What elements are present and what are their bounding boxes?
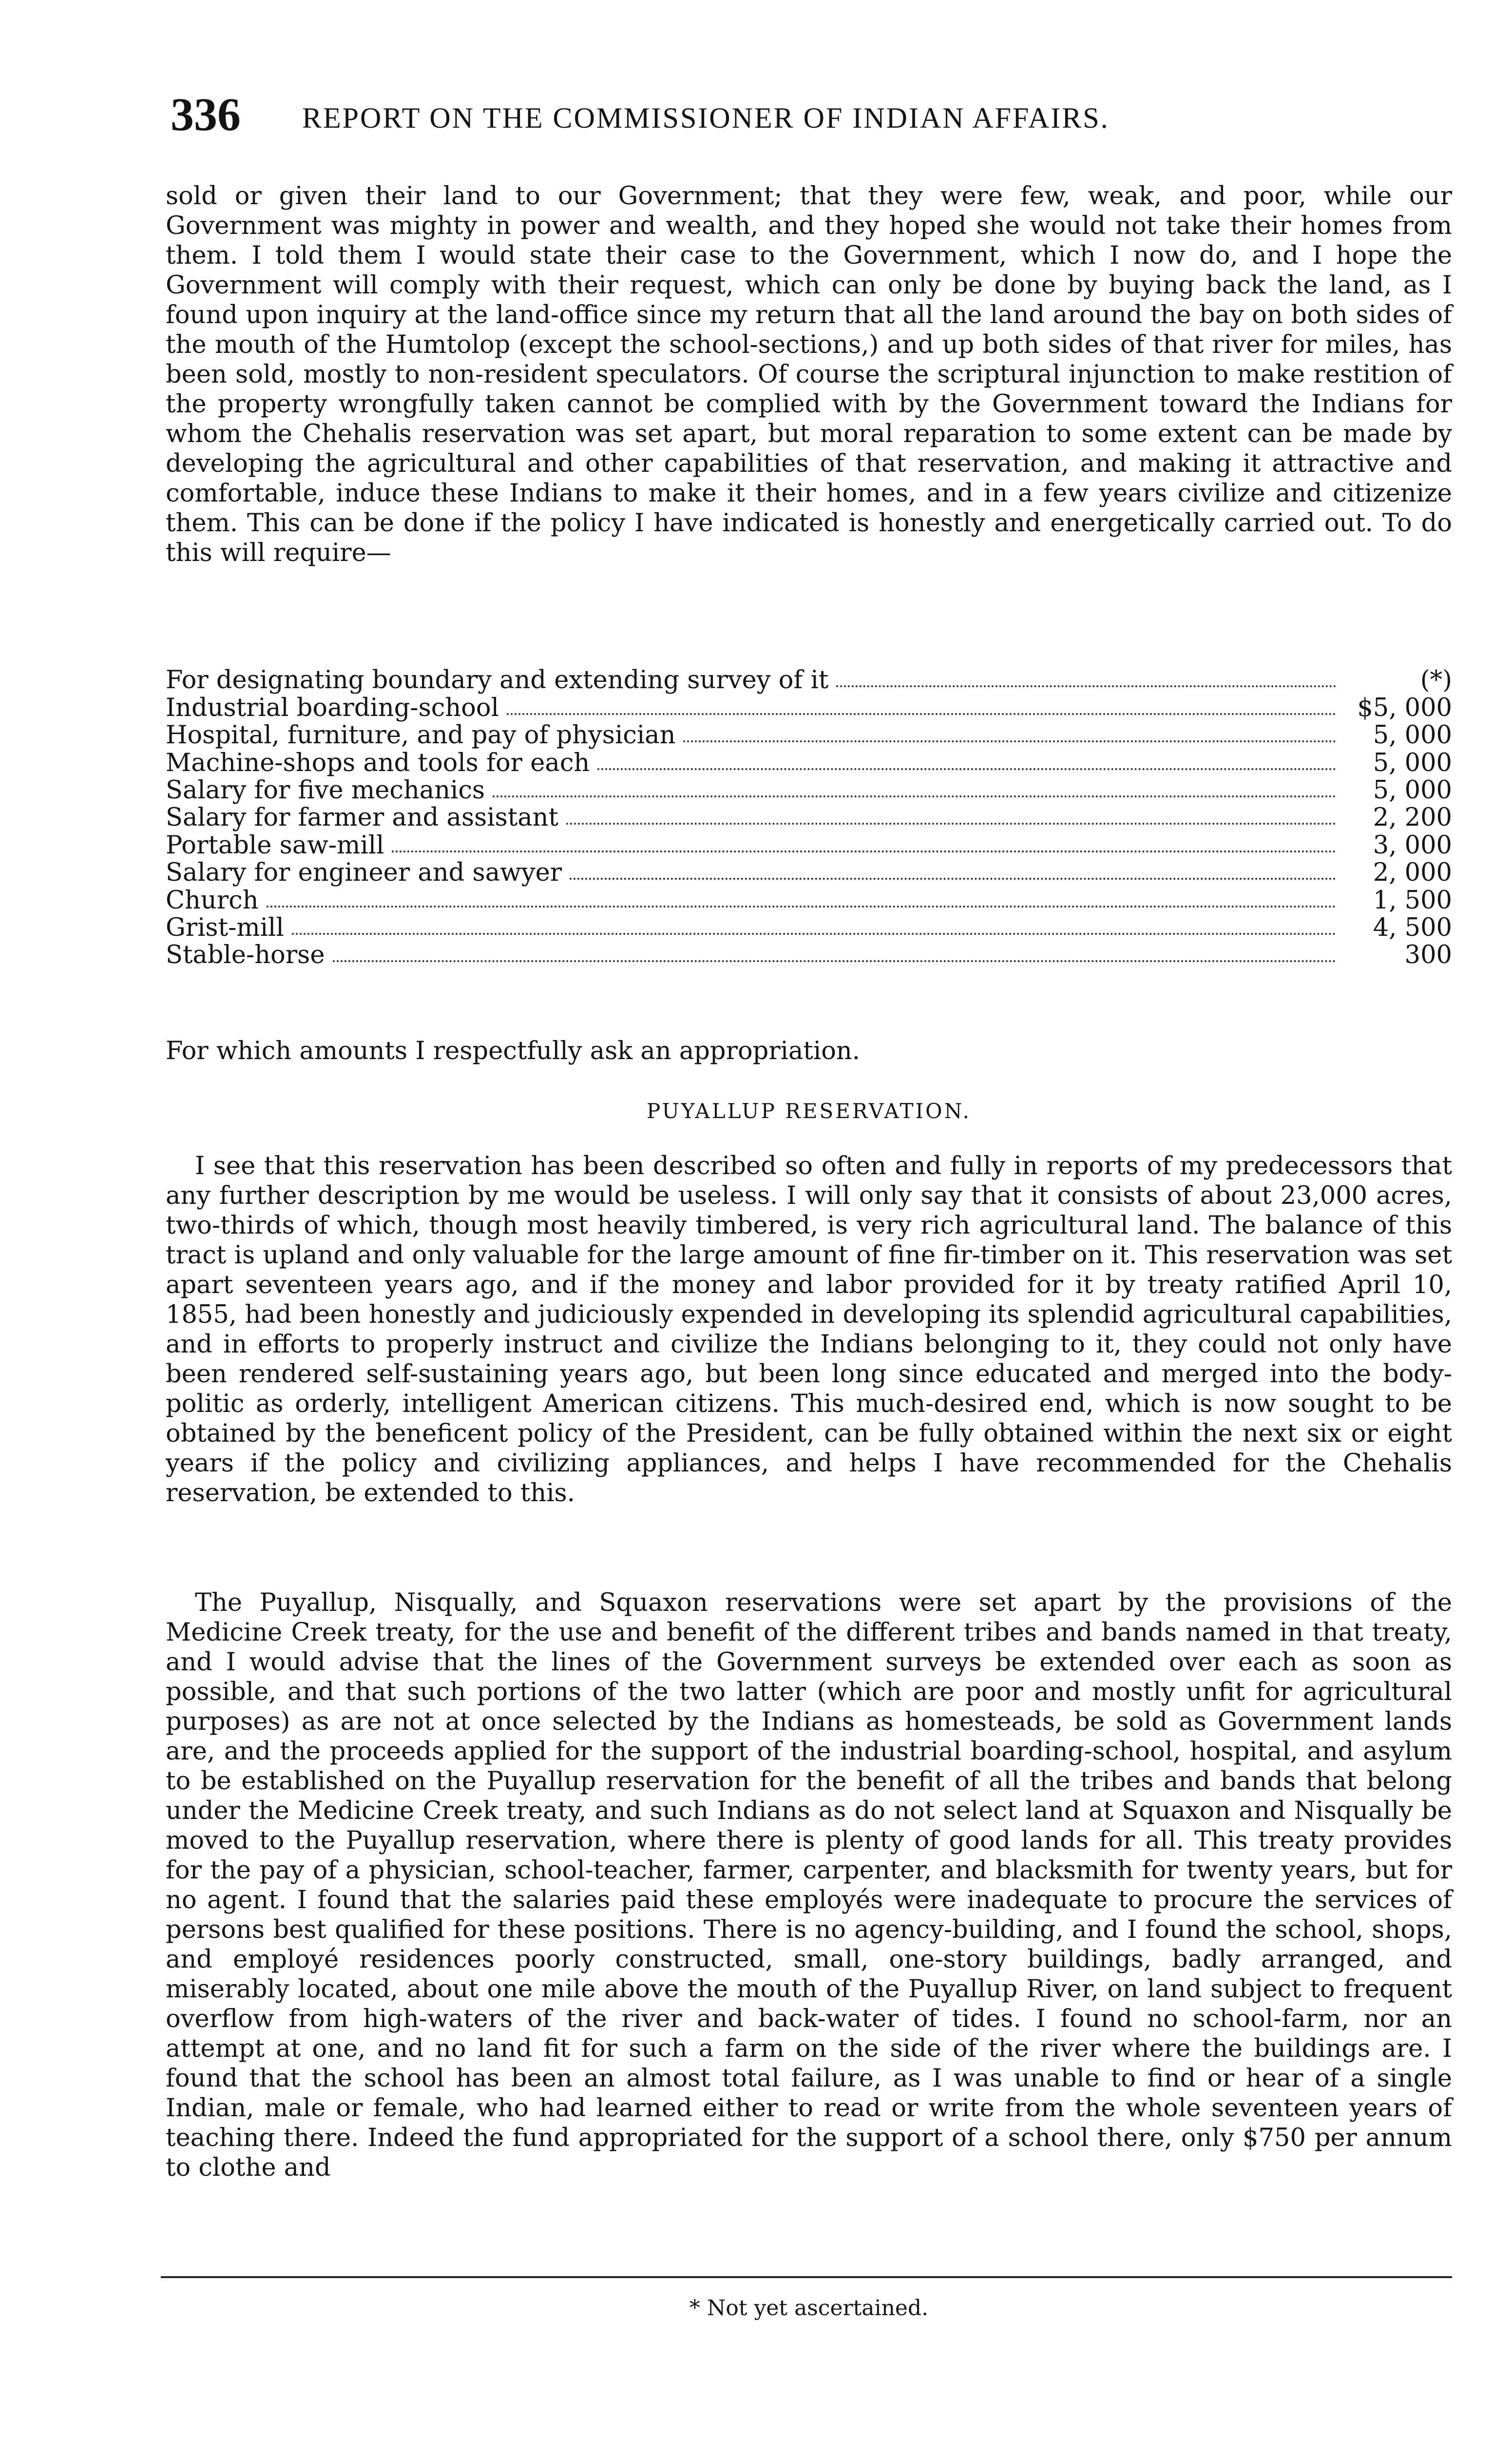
cost-amount: 2, 000 [1373,858,1452,888]
appropriation-request: For which amounts I respectfully ask an appropriation. [166,1037,860,1065]
section-heading: PUYALLUP RESERVATION. [646,1099,971,1123]
cost-amount: 1, 500 [1373,886,1452,915]
cost-label: Machine-shops and tools for each [166,748,590,777]
dot-leader [836,685,1336,687]
cost-amount: 300 [1404,941,1452,970]
cost-row [166,887,1452,914]
dot-leader [333,960,1337,962]
cost-row [166,722,1452,749]
cost-row [166,777,1452,804]
cost-label: Salary for farmer and assistant [166,803,559,832]
cost-label: Church [166,886,259,915]
opening-paragraph: sold or given their land to our Government; that they were few, weak, and poor, while our Government was mighty in power and wealth, and they hoped she would not take their homes from them. I told them I would state their case to the Government, which I now do, and I hope the Government will comply with their request, which can only be done by buying back the land, as I found upon inquiry at the land-office since my return that all the land around the bay on both sides of the mouth of the Humtolop (except the school-sections,) and up both sides of that river for miles, has been sold, mostly to non-resident speculators. Of course the scriptural injunction to make restition of the property wrongfully taken cannot be complied with by the Government toward the Indians for whom the Chehalis reservation was set apart, but moral reparation to some extent can be made by developing the agricultural and other capabilities of that reservation, and making it attractive and comfortable, induce these Indians to make it their homes, and in a few years civilize and citizenize them. This can be done if the policy I have indicated is honestly and energetically carried out. To do this will require— [166,182,1452,567]
cost-row [166,804,1452,832]
dot-leader [493,795,1336,797]
cost-amount: 5, 000 [1373,721,1452,750]
cost-label: Salary for five mechanics [166,775,485,805]
puyallup-paragraph-2: The Puyallup, Nisqually, and Squaxon reservations were set apart by the provisions of the Medicine Creek treaty, for the use and benefit of the different tribes and bands named in that treaty, and I would advise that the lines of the Government surveys be extended over each as soon as possible, and that such portions of the two latter (which are poor and mostly unfit for agricultural purposes) as are not at once selected by the Indians as homesteads, be sold as Government lands are, and the proceeds applied for the support of the industrial boarding-school, hospital, and asylum to be established on the Puyallup reservation for the benefit of all the tribes and bands that belong under the Medicine Creek treaty, and such Indians as do not select land at Squaxon and Nisqually be moved to the Puyallup reservation, where there is plenty of good lands for all. This treaty provides for the pay of a physician, school-teacher, farmer, carpenter, and blacksmith for twenty years, but for no agent. I found that the salaries paid these employés were inadequate to procure the services of persons best qualified for these positions. There is no agency-building, and I found the school, shops, and employé residences poorly constructed, small, one-story buildings, badly arranged, and miserably located, about one mile above the mouth of the Puyallup River, on land subject to frequent overflow from high-waters of the river and back-water of tides. I found no school-farm, nor an attempt at one, and no land fit for such a farm on the side of the river where the buildings are. I found that the school has been an almost total failure, as I was unable to find or hear of a single Indian, male or female, who had learned either to read or write from the whole seventeen years of teaching there. Indeed the fund appropriated for the support of a school there, only $750 per annum to clothe and [166,1588,1452,2182]
cost-row [166,942,1452,969]
cost-label: Portable saw-mill [166,831,384,860]
footnote-divider [161,2276,1452,2278]
dot-leader [566,822,1336,825]
cost-amount: 2, 200 [1373,803,1452,832]
cost-label: Salary for engineer and sawyer [166,858,562,888]
dot-leader [267,905,1336,908]
cost-label: Grist-mill [166,913,284,942]
cost-row [166,859,1452,887]
cost-label: Industrial boarding-school [166,693,499,722]
cost-amount: (*) [1420,666,1452,695]
dot-leader [570,877,1336,880]
cost-amount: 4, 500 [1373,913,1452,942]
cost-table [166,667,1452,969]
cost-label: Stable-horse [166,941,325,970]
cost-row [166,694,1452,721]
cost-amount: 3, 000 [1373,831,1452,860]
cost-row [166,667,1452,694]
cost-row [166,832,1452,859]
cost-label: Hospital, furniture, and pay of physician [166,721,676,750]
running-title: REPORT ON THE COMMISSIONER OF INDIAN AFFAIRS. [302,102,1110,134]
dot-leader [507,713,1336,715]
page-header [171,88,1452,141]
page-number: 336 [171,88,241,140]
cost-amount: 5, 000 [1373,748,1452,777]
dot-leader [292,932,1336,935]
cost-row [166,749,1452,776]
cost-amount: $5, 000 [1357,693,1452,722]
footnote: * Not yet ascertained. [689,2296,929,2321]
dot-leader [597,768,1336,770]
dot-leader [392,850,1336,852]
puyallup-paragraph-1: I see that this reservation has been described so often and fully in reports of my predecessors that any further description by me would be useless. I will only say that it consists of about 23,000 acres, two-thirds of which, though most heavily timbered, is very rich agricultural land. The balance of this tract is upland and only valuable for the large amount of fine fir-timber on it. This reservation was set apart seventeen years ago, and if the money and labor provided for it by treaty ratified April 10, 1855, had been honestly and judiciously expended in developing its splendid agricultural capabilities, and in efforts to properly instruct and civilize the Indians belonging to it, they could not only have been rendered self-sustaining years ago, but been long since educated and merged into the body-politic as orderly, intelligent American citizens. This much-desired end, which is now sought to be obtained by the beneficent policy of the President, can be fully obtained within the next six or eight years if the policy and civilizing appliances, and helps I have recommended for the Chehalis reservation, be extended to this. [166,1152,1452,1508]
cost-amount: 5, 000 [1373,775,1452,805]
cost-row [166,914,1452,942]
cost-label: For designating boundary and extending survey of it [166,666,829,695]
dot-leader [683,740,1336,742]
